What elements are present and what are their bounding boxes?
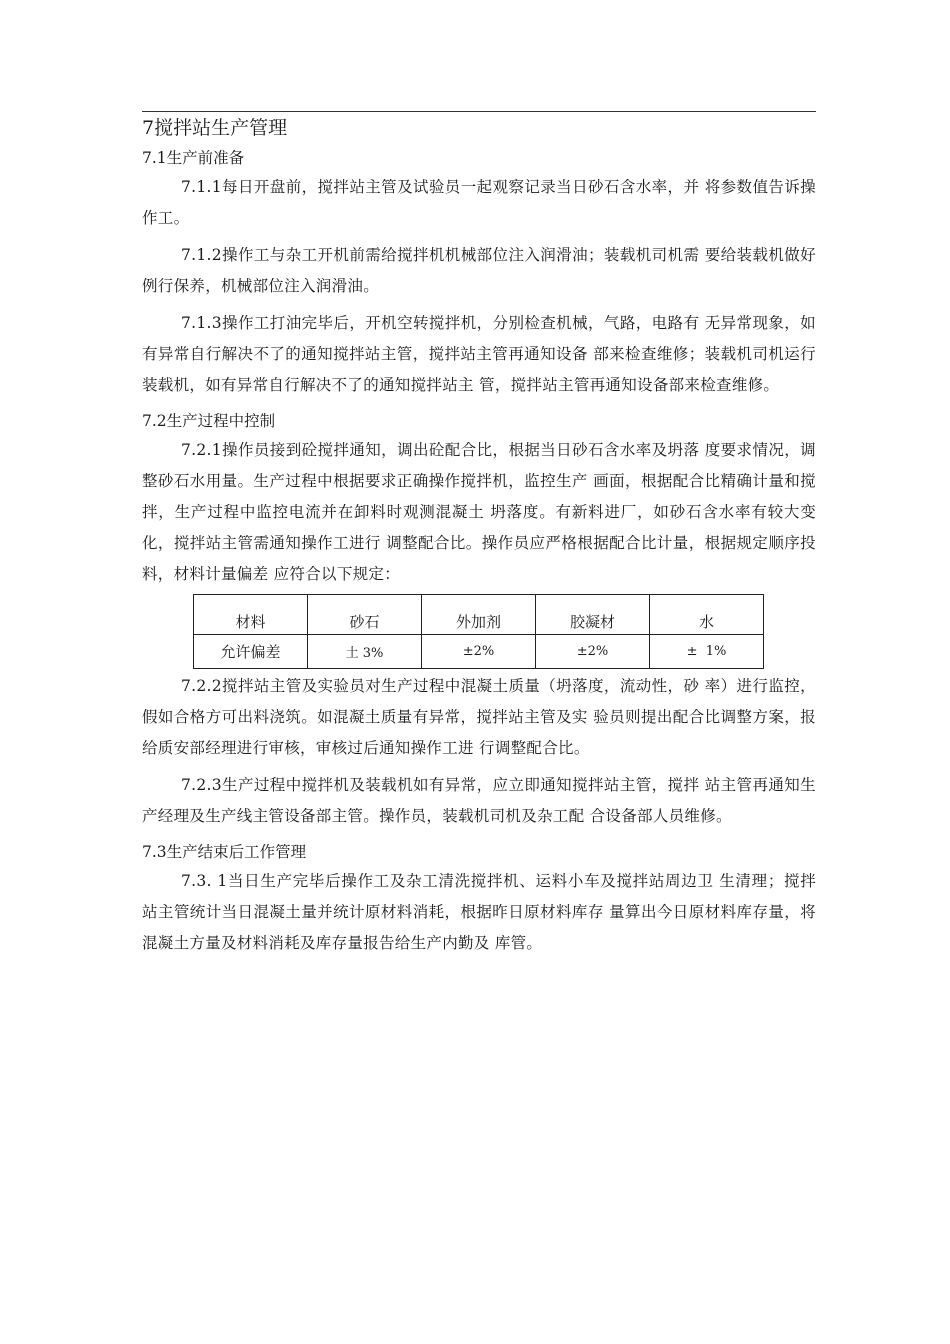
table-cell: ±2% [536, 635, 650, 669]
table-header-cell: 胶凝材 [536, 595, 650, 635]
table-cell: 土 3% [308, 635, 422, 669]
header-rule [142, 111, 816, 112]
paragraph-7-2-3: 7.2.3生产过程中搅拌机及装载机如有异常，应立即通知搅拌站主管，搅拌 站主管再通知生产经理及生产线主管设备部主管。操作员，装载机司机及杂工配 合设备部人员维修。 [142, 776, 816, 825]
paragraph-7-1-3: 7.1.3操作工打油完毕后，开机空转搅拌机，分别检查机械，气路，电路有 无异常现象，如有异常自行解决不了的通知搅拌站主管，搅拌站主管再通知设备 部来检查维修；装载机司机运行装载机，如有异常自行解决不了的通知搅拌站主 管，搅拌站主管再通知设备部来检查维修。 [142, 314, 816, 394]
table-cell: 允许偏差 [194, 635, 308, 669]
table-cell: ± 1% [650, 635, 764, 669]
tolerance-table [193, 594, 764, 669]
section-heading-7-1: 7.1生产前准备 [142, 149, 245, 167]
chapter-title: 7搅拌站生产管理 [142, 117, 288, 139]
document-body [142, 114, 816, 965]
paragraph-7-2-2: 7.2.2搅拌站主管及实验员对生产过程中混凝土质量（坍落度，流动性，砂 率）进行监控，假如合格方可出料浇筑。如混凝土质量有异常，搅拌站主管及实 验员则提出配合比调整方案，报给质安部经理进行审核，审核过后通知操作工进 行调整配合比。 [142, 677, 816, 757]
paragraph-7-2-1: 7.2.1操作员接到砼搅拌通知，调出砼配合比，根据当日砂石含水率及坍落 度要求情况，调整砂石水用量。生产过程中根据要求正确操作搅拌机，监控生产 画面，根据配合比精确计量和搅拌，生产过程中监控电流并在卸料时观测混凝土 坍落度。有新料进厂，如砂石含水率有较大变化，搅拌站主管需通知操作工进行 调整配合比。操作员应严格根据配合比计量，根据规定顺序投料，材料计量偏差 应符合以下规定： [142, 441, 816, 583]
section-heading-7-3: 7.3生产结束后工作管理 [142, 843, 307, 861]
section-heading-7-2: 7.2生产过程中控制 [142, 412, 276, 430]
paragraph-7-3-1: 7.3. 1当日生产完毕后操作工及杂工清洗搅拌机、运料小车及搅拌站周边卫 生清理；搅拌站主管统计当日混凝土量并统计原材料消耗，根据昨日原材料库存 量算出今日原材料库存量，将混凝土方量及材料消耗及库存量报告给生产内勤及 库管。 [142, 872, 816, 952]
table-header-cell: 材料 [194, 595, 308, 635]
table-cell: ±2% [422, 635, 536, 669]
table-header-cell: 外加剂 [422, 595, 536, 635]
paragraph-7-1-2: 7.1.2操作工与杂工开机前需给搅拌机机械部位注入润滑油；装载机司机需 要给装载机做好例行保养，机械部位注入润滑油。 [142, 246, 816, 295]
table-header-cell: 砂石 [308, 595, 422, 635]
table-row [194, 635, 764, 669]
table-header-row [194, 595, 764, 635]
paragraph-7-1-1: 7.1.1每日开盘前，搅拌站主管及试验员一起观察记录当日砂石含水率，并 将参数值告诉操作工。 [142, 178, 816, 227]
table-header-cell: 水 [650, 595, 764, 635]
